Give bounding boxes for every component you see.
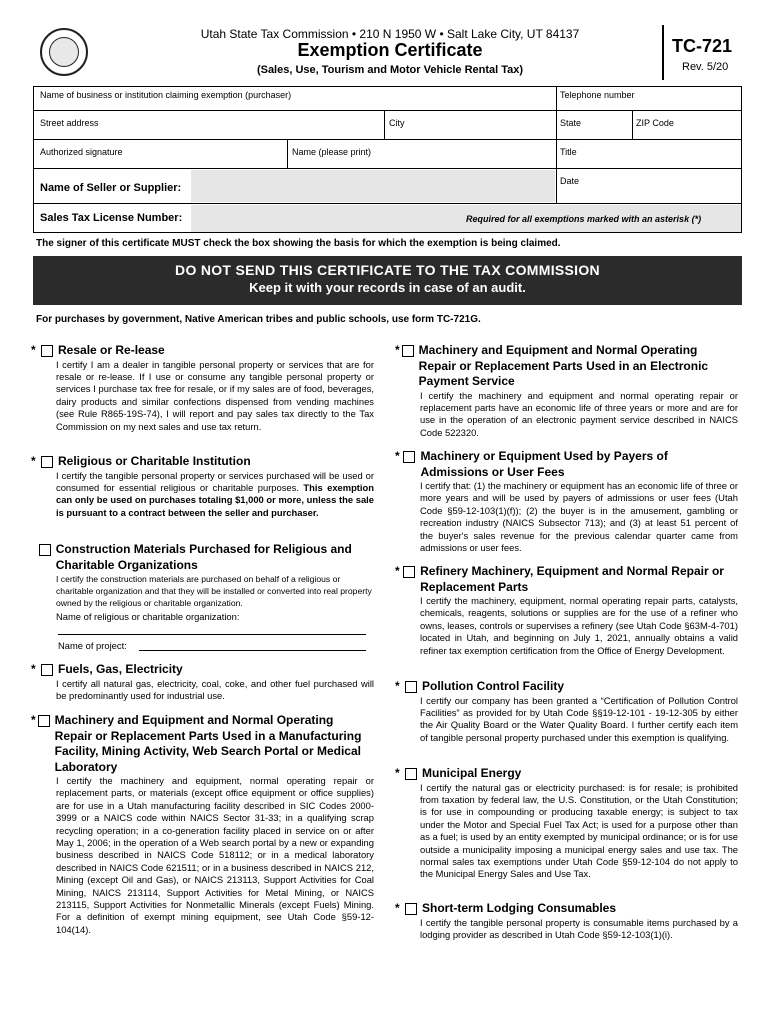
- banner-heading: DO NOT SEND THIS CERTIFICATE TO THE TAX COMMISSION: [175, 262, 600, 278]
- section-bold-text: This exemption can only be used on purchases totaling $1,000 or more, unless the sale is pursuant to a contract between the seller and purchaser.: [56, 481, 374, 518]
- project-name-line[interactable]: [139, 650, 366, 651]
- section-text: I certify the machinery and equipment, normal operating repair or replacement parts, or materials (except office equipment or office supplies) are for use in a Utah manufacturing facility described in SIC Codes 2000-3999 or a NAICS code within NAICS Sector 31-33; in a qualifying scrap recycling operation; in a co-generation facility placed in service on or after May 1, 2006; in the operation of a Web search portal by a new or expanding business described in NAICS Code 518112; or in a medical laboratory described in NAICS Code 621511; or in a business described in NAICS 212, Mining (except Oil and Gas), or NAICS 213113, Support Activities for Coal Mining, NAICS 213114, Support Activities for Metal Mining, or NAICS 213115, Support Activities for Nonmetallic Minerals (except Fuels) Mining. For a definition of exempt mining equipment, see Utah Code §59-12-104(14).: [56, 775, 374, 935]
- signer-note: The signer of this certificate MUST check the box showing the basis for which the exemption is being claimed.: [36, 238, 561, 249]
- state-seal-icon: [40, 28, 88, 76]
- construction-checkbox[interactable]: [39, 544, 51, 556]
- religious-checkbox[interactable]: [41, 456, 53, 468]
- machinery-elec-checkbox[interactable]: [402, 345, 414, 357]
- refinery-checkbox[interactable]: [403, 566, 415, 578]
- form-title: Exemption Certificate: [297, 40, 483, 60]
- section-text: I certify the tangible personal property or services purchased will be used or consumed for essential religious or charitable purposes.: [56, 469, 374, 493]
- section-religious: * Religious or Charitable Institution I certify the tangible personal property or services purchased will be used or consumed for essential religious or charitable purposes. This exemption can only be used on purchases totaling $1,000 or more, unless the sale is pursuant to a contract between the seller and purchaser.: [31, 454, 374, 518]
- section-machinery-electronic: * Machinery and Equipment and Normal Operating Repair or Replacement Parts Used in an Electronic Payment Service I certify the machinery and equipment and normal operating repair or replacement parts have an economic life of three years or more and are for use in the operation of an electronic payment service described in NAICS Code 522320.: [395, 343, 738, 438]
- agency-address: Utah State Tax Commission • 210 N 1950 W • Salt Lake City, UT 84137: [200, 27, 580, 41]
- seller-label: Name of Seller or Supplier:: [40, 182, 182, 194]
- signature-field[interactable]: Authorized signature: [40, 147, 123, 157]
- pollution-checkbox[interactable]: [405, 681, 417, 693]
- purchaser-fields: [33, 86, 742, 233]
- section-title: Municipal Energy: [422, 766, 522, 780]
- business-name-field[interactable]: Name of business or institution claiming exemption (purchaser): [40, 90, 292, 100]
- print-name-field[interactable]: Name (please print): [292, 147, 372, 157]
- state-field[interactable]: State: [560, 118, 582, 128]
- admissions-checkbox[interactable]: [403, 451, 415, 463]
- section-text: I certify the natural gas or electricity purchased: is for resale; is prohibited from taxation by federal law, the U.S. Constitution, or the Utah Constitution; is for use in compounding or producing taxable energy; is subject to tax under the Motor and Special Fuel Tax Act; is used for a purpose other than as a fuel; is used by an entity exempted by municipal ordinance; or is for use outside a municipality imposing a municipal energy sales and use tax. The normal sales tax exemptions under Utah Code §59-12-104 do not apply to the Municipal Energy Sales and Use Tax.: [420, 781, 738, 880]
- section-title: Machinery and Equipment and Normal Operating Repair or Replacement Parts Used in a Manufacturing Facility, Mining Activity, Web Search Portal or Medical Laboratory: [54, 713, 362, 774]
- project-label: Name of project:: [58, 640, 127, 651]
- section-title: Construction Materials Purchased for Religious and Charitable Organizations: [55, 542, 352, 572]
- street-field[interactable]: Street address: [40, 118, 99, 128]
- banner-subheading: Keep it with your records in case of an audit.: [249, 280, 526, 295]
- zip-field[interactable]: ZIP Code: [636, 118, 674, 128]
- section-title: Fuels, Gas, Electricity: [58, 662, 183, 676]
- section-text: I certify I am a dealer in tangible personal property or services that are for resale or re-lease. If I use or consume any tangible personal property or services I purchase tax free for resale, or if my sales are of food, beverages, dairy products and similar confections dispensed from vending machines (see Rule R865-19S-74), I will report and pay sales tax directly to the Tax Commission on my next sales and use tax return.: [56, 358, 374, 432]
- section-text: I certify the machinery and equipment and normal operating repair or replacement parts have an economic life of three years or more and are for use in the operation of an electronic payment service described in NAICS Code 522320.: [420, 389, 738, 438]
- section-title: Machinery or Equipment Used by Payers of Admissions or User Fees: [420, 449, 668, 479]
- section-machinery-manufacturing: * Machinery and Equipment and Normal Operating Repair or Replacement Parts Used in a Manufacturing Facility, Mining Activity, Web Search Portal or Medical Laboratory I certify the machinery and equipment, normal operating repair or replacement parts, or materials (except office equipment or office supplies) are for use in a Utah manufacturing facility described in SIC Codes 2000-3999 or a NAICS code within NAICS Sector 31-33; in a qualifying scrap recycling operation; in a co-generation facility placed in service on or after May 1, 2006; in the operation of a Web search portal by a new or expanding business described in NAICS Code 518112; or in a medical laboratory described in NAICS Code 621511; or in a business described in NAICS 212, Mining (except Oil and Gas), or NAICS 213113, Support Activities for Coal Mining, NAICS 213114, Support Activities for Metal Mining, or NAICS 213115, Support Activities for Nonmetallic Minerals (except Fuels) Mining. For a definition of exempt mining equipment, see Utah Code §59-12-104(14).: [31, 713, 374, 935]
- form-number: TC-721: [672, 36, 733, 56]
- section-construction: [31, 542, 374, 623]
- section-title: Religious or Charitable Institution: [58, 454, 251, 468]
- section-title: Machinery and Equipment and Normal Operating Repair or Replacement Parts Used in an Electronic Payment Service: [418, 343, 709, 388]
- municipal-checkbox[interactable]: [405, 768, 417, 780]
- section-title: Resale or Re-lease: [58, 343, 165, 357]
- org-name-label[interactable]: Name of religious or charitable organization:: [56, 611, 240, 622]
- resale-checkbox[interactable]: [41, 345, 53, 357]
- section-text: I certify that: (1) the machinery or equipment has an economic life of three or more years and will be used by payers of admissions or user fees (Utah Code §59-12-103(1)(f)); (2) the buyer is in the amusement, gambling or recreation industry (NAICS Subsector 713); and (3) at least 51 percent of the buyer's sales revenue for the previous calendar quarter came from admissions or user fees.: [420, 480, 738, 554]
- section-admissions: * Machinery or Equipment Used by Payers of Admissions or User Fees I certify that: (1) the machinery or equipment has an economic life of three or more years and will be used by payers of admissions or user fees (Utah Code §59-12-103(1)(f)); (2) the buyer is in the amusement, gambling or recreation industry (NAICS Subsector 713); and (3) at least 51 percent of the buyer's sales revenue for the previous calendar quarter came from admissions or user fees.: [395, 449, 738, 554]
- section-text: I certify the construction materials are purchased on behalf of a religious or charitable organization and that they will be installed or converted into real property owned by the religious or charitable organization.: [56, 574, 372, 608]
- fuels-checkbox[interactable]: [41, 664, 53, 676]
- form-subtitle: (Sales, Use, Tourism and Motor Vehicle Rental Tax): [256, 64, 524, 76]
- title-field[interactable]: Title: [560, 147, 577, 157]
- section-title: Short-term Lodging Consumables: [422, 901, 617, 915]
- section-title: Refinery Machinery, Equipment and Normal Repair or Replacement Parts: [420, 564, 724, 594]
- section-pollution: * Pollution Control Facility I certify our company has been granted a “Certification of Pollution Control Facilities” as provided for by Utah Code §§19-12-101 - 19-12-305 by either the Air Quality Board or the Water Quality Board. I further certify each item of tangible personal property purchased under this exemption is qualifying.: [395, 679, 738, 743]
- section-fuels: * Fuels, Gas, Electricity I certify all natural gas, electricity, coal, coke, and other fuel purchased will be predominantly used for industrial use.: [31, 662, 374, 701]
- form-revision: Rev. 5/20: [682, 61, 729, 73]
- required-note: Required for all exemptions marked with an asterisk (*): [466, 214, 702, 224]
- section-resale: * Resale or Re-lease I certify I am a dealer in tangible personal property or services that are for resale or re-lease. If I use or consume any tangible personal property or services I purchase tax free for resale, or if my sales are of food, beverages, dairy products and similar confections dispensed from vending machines (see Rule R865-19S-74), I will report and pay sales tax directly to the Tax Commission on my next sales and use tax return.: [31, 343, 374, 432]
- section-text: I certify the tangible personal property is consumable items purchased by a lodging provider as described in Utah Code §59-12-103(1)(i).: [420, 916, 738, 940]
- section-municipal: * Municipal Energy I certify the natural gas or electricity purchased: is for resale; is prohibited from taxation by federal law, the U.S. Constitution, or the Utah Constitution; is for use in compounding or producing taxable energy; is subject to tax under the Motor and Special Fuel Tax Act; is used for a purpose other than as a fuel; is used by an entity exempted by municipal ordinance; or is for use outside a municipality imposing a municipal energy sales and use tax. The normal sales tax exemptions under Utah Code §59-12-104 do not apply to the Municipal Energy Sales and Use Tax.: [395, 766, 738, 880]
- section-text: I certify the machinery, equipment, normal operating repair parts, catalysts, chemicals, reagents, solutions or supplies are for the use of a refiner who owns, leases, controls or supervises a refinery (see Utah Code §63M-4-701) located in Utah, and beginning on July 1, 2021, annually obtains a valid refiner tax exemption certification from the Office of Energy Development.: [420, 595, 738, 656]
- telephone-field[interactable]: Telephone number: [560, 90, 635, 100]
- date-field[interactable]: Date: [560, 176, 580, 186]
- city-field[interactable]: City: [389, 118, 405, 128]
- government-note: For purchases by government, Native American tribes and public schools, use form TC-721G.: [36, 314, 481, 325]
- machinery-mfg-checkbox[interactable]: [38, 715, 50, 727]
- org-name-line[interactable]: [58, 634, 366, 635]
- section-text: I certify our company has been granted a “Certification of Pollution Control Facilities” as provided for by Utah Code §§19-12-101 - 19-12-305 by either the Air Quality Board or the Water Quality Board. I further certify each item of tangible personal property purchased under this exemption is qualifying.: [420, 694, 738, 743]
- lodging-checkbox[interactable]: [405, 903, 417, 915]
- section-title: Pollution Control Facility: [422, 679, 564, 693]
- warning-banner: [33, 256, 742, 305]
- section-lodging: * Short-term Lodging Consumables I certify the tangible personal property is consumable items purchased by a lodging provider as described in Utah Code §59-12-103(1)(i).: [395, 901, 738, 940]
- section-refinery: * Refinery Machinery, Equipment and Normal Repair or Replacement Parts I certify the machinery, equipment, normal operating repair parts, catalysts, chemicals, reagents, solutions or supplies are for the use of a refiner who owns, leases, controls or supervises a refinery (see Utah Code §63M-4-701) located in Utah, and beginning on July 1, 2021, annually obtains a valid refiner tax exemption certification from the Office of Energy Development.: [395, 564, 738, 656]
- section-text: I certify all natural gas, electricity, coal, coke, and other fuel purchased will be predominantly used for industrial use.: [56, 677, 374, 701]
- license-label: Sales Tax License Number:: [40, 212, 183, 224]
